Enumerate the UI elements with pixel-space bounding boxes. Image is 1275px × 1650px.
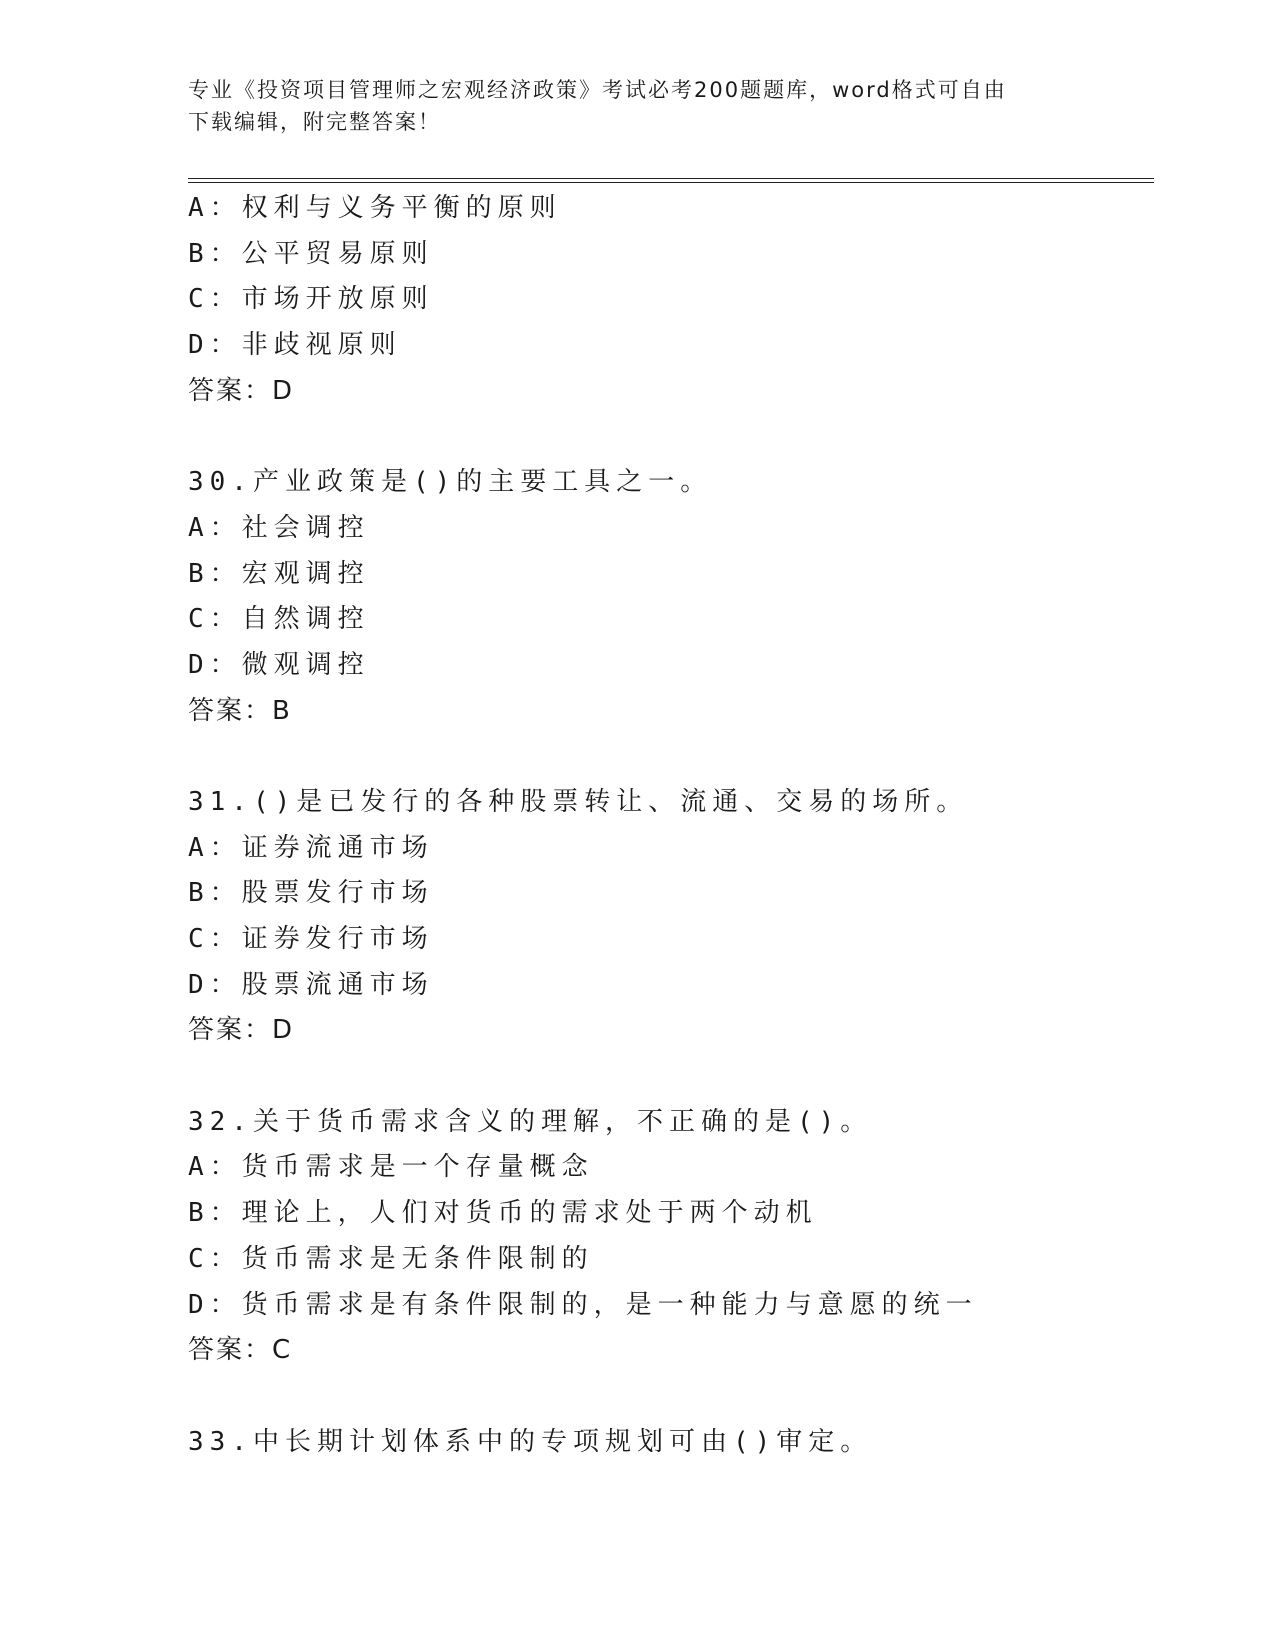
document-header [188, 74, 1068, 138]
option-b: B：理论上，人们对货币的需求处于两个动机 [188, 1198, 818, 1229]
question-stem: 31.()是已发行的各种股票转让、流通、交易的场所。 [188, 786, 969, 817]
answer: 答案：C [188, 1335, 293, 1366]
question-33 [188, 1420, 1148, 1466]
option-d: D：微观调控 [188, 649, 370, 680]
option-c: C：货币需求是无条件限制的 [188, 1243, 594, 1274]
option-d: D：非歧视原则 [188, 330, 402, 361]
option-b: B：公平贸易原则 [188, 238, 434, 269]
spacer [188, 1054, 1148, 1100]
header-divider [188, 178, 1154, 183]
spacer [188, 414, 1148, 460]
option-d: D：货币需求是有条件限制的，是一种能力与意愿的统一 [188, 1289, 978, 1320]
answer: 答案：D [188, 1015, 295, 1046]
spacer [188, 734, 1148, 780]
option-a: A：证券流通市场 [188, 832, 434, 863]
question-stem: 30.产业政策是()的主要工具之一。 [188, 467, 713, 498]
answer: 答案：D [188, 375, 295, 406]
option-a: A：货币需求是一个存量概念 [188, 1152, 594, 1183]
question-31 [188, 780, 1148, 1054]
question-29 [188, 186, 1148, 414]
answer: 答案：B [188, 695, 292, 726]
spacer [188, 1374, 1148, 1420]
option-a: A：社会调控 [188, 512, 370, 543]
option-c: C：证券发行市场 [188, 924, 434, 954]
option-d: D：股票流通市场 [188, 969, 434, 1000]
question-32 [188, 1100, 1148, 1374]
option-c: C：市场开放原则 [188, 284, 434, 315]
question-list [188, 186, 1148, 1465]
header-line-2: 下载编辑，附完整答案！ [188, 110, 441, 134]
option-b: B：宏观调控 [188, 558, 370, 589]
option-c: C：自然调控 [188, 604, 370, 635]
option-b: B：股票发行市场 [188, 878, 434, 909]
option-a: A：权利与义务平衡的原则 [188, 193, 562, 223]
question-stem: 33.中长期计划体系中的专项规划可由()审定。 [188, 1426, 873, 1457]
question-30 [188, 460, 1148, 734]
header-line-1: 专业《投资项目管理师之宏观经济政策》考试必考200题题库，word格式可自由 [188, 78, 1007, 102]
question-stem: 32.关于货币需求含义的理解，不正确的是()。 [188, 1106, 873, 1137]
